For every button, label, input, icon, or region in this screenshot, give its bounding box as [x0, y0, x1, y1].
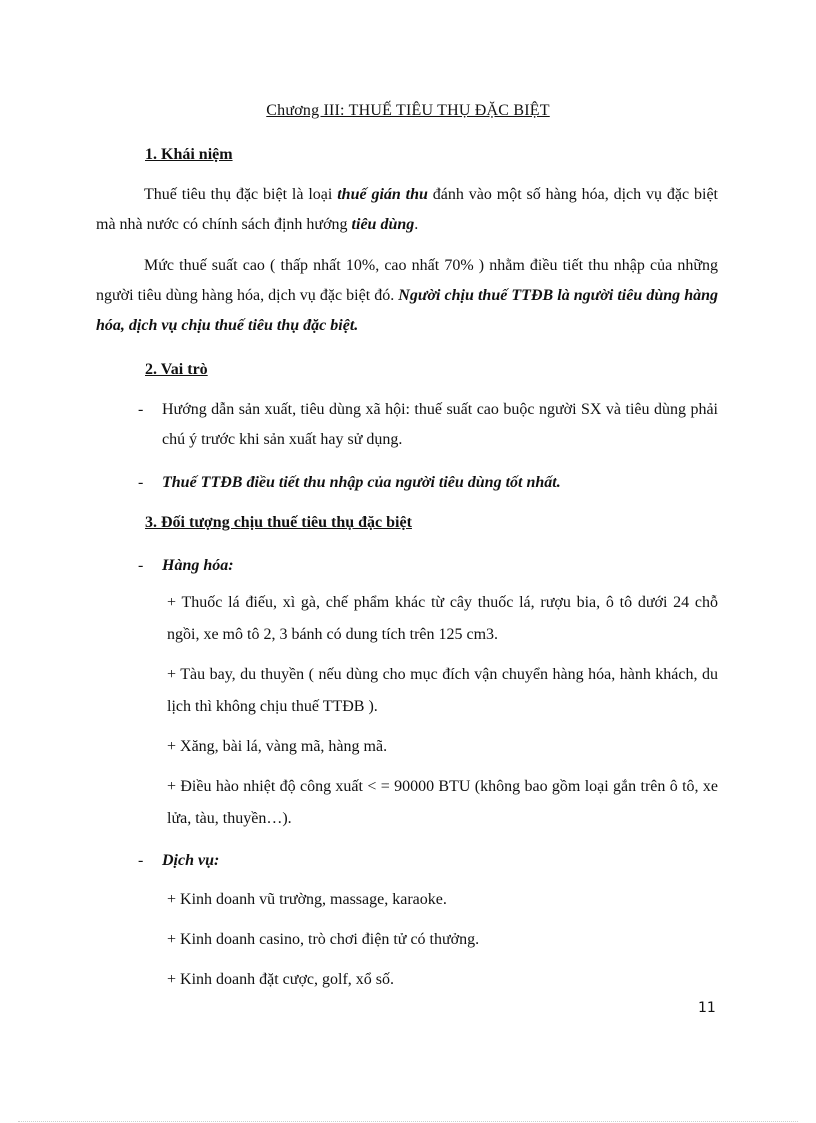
- section-heading-role: 2. Vai trò: [145, 361, 208, 378]
- page-bottom-divider: [18, 1121, 798, 1122]
- bullet-dash: -: [138, 557, 144, 574]
- services-item: + Kinh doanh casino, trò chơi điện tử có thưởng.: [167, 931, 480, 948]
- bullet-dash: -: [138, 474, 144, 491]
- page-number: 11: [698, 1000, 716, 1016]
- goods-label: Hàng hóa:: [162, 557, 234, 574]
- emphasis-taxpayer: Người chịu thuế TTĐB là người tiêu dùng hàng hóa, dịch vụ chịu thuế tiêu thụ đặc biệt.: [96, 287, 718, 334]
- emphasis-consumption: tiêu dùng: [351, 216, 415, 233]
- goods-item: + Tàu bay, du thuyền ( nếu dùng cho mục đích vận chuyển hàng hóa, hành khách, du lịch thì không chịu thuế TTĐB ).: [167, 666, 718, 715]
- goods-item: + Xăng, bài lá, vàng mã, hàng mã.: [167, 738, 388, 755]
- services-label: Dịch vụ:: [162, 852, 220, 869]
- services-item: + Kinh doanh đặt cược, golf, xổ số.: [167, 971, 395, 988]
- goods-item: + Điều hào nhiệt độ công xuất < = 90000 BTU (không bao gồm loại gắn trên ô tô, xe lửa, tàu, thuyền…).: [167, 778, 718, 827]
- section-heading-concept: 1. Khái niệm: [145, 146, 233, 163]
- bullet-dash: -: [138, 852, 144, 869]
- paragraph-concept-definition: Thuế tiêu thụ đặc biệt là loại thuế gián thu đánh vào một số hàng hóa, dịch vụ đặc biệt mà nhà nước có chính sách định hướng tiêu dùng.: [96, 186, 719, 233]
- bullet-dash: -: [138, 401, 144, 418]
- role-item-guidance: Hướng dẫn sản xuất, tiêu dùng xã hội: thuế suất cao buộc người SX và tiêu dùng phải chú ý trước khi sản xuất hay sử dụng.: [162, 401, 718, 448]
- paragraph-tax-rate: Mức thuế suất cao ( thấp nhất 10%, cao nhất 70% ) nhằm điều tiết thu nhập của những người tiêu dùng hàng hóa, dịch vụ đặc biệt đó. Người chịu thuế TTĐB là người tiêu dùng hàng hóa, dịch vụ chịu thuế tiêu thụ đặc biệt.: [96, 257, 718, 334]
- role-item-income-regulation: Thuế TTĐB điều tiết thu nhập của người tiêu dùng tốt nhất.: [162, 474, 561, 491]
- goods-item: + Thuốc lá điếu, xì gà, chế phẩm khác từ cây thuốc lá, rượu bia, ô tô dưới 24 chỗ ngồi, xe mô tô 2, 3 bánh có dung tích trên 125 cm3.: [167, 594, 718, 643]
- chapter-title: Chương III: THUẾ TIÊU THỤ ĐẶC BIỆT: [266, 102, 550, 119]
- section-heading-taxable-objects: 3. Đối tượng chịu thuế tiêu thụ đặc biệt: [145, 514, 412, 531]
- emphasis-indirect-tax: thuế gián thu: [337, 186, 428, 203]
- services-item: + Kinh doanh vũ trường, massage, karaoke.: [167, 891, 447, 908]
